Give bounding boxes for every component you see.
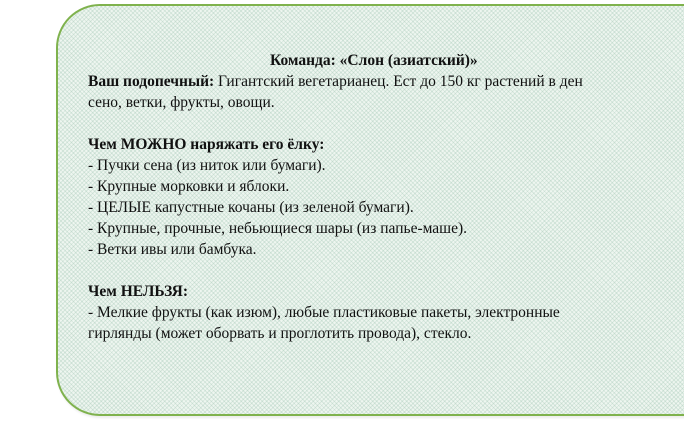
allowed-item: - ЦЕЛЫЕ капустные кочаны (из зеленой бумаги). xyxy=(88,199,414,216)
allowed-heading: Чем МОЖНО наряжать его ёлку: xyxy=(88,136,325,153)
allowed-item: - Пучки сена (из ниток или бумаги). xyxy=(88,157,326,174)
forbidden-text-continued: гирлянды (может оборвать и проглотить провода), стекло. xyxy=(88,325,472,342)
allowed-item: - Крупные морковки и яблоки. xyxy=(88,178,290,195)
card-content xyxy=(88,50,684,344)
ward-label: Ваш подопечный: xyxy=(88,73,215,90)
forbidden-heading: Чем НЕЛЬЗЯ: xyxy=(88,283,189,300)
forbidden-text: - Мелкие фрукты (как изюм), любые пластиковые пакеты, электронные xyxy=(88,304,560,321)
allowed-item: - Крупные, прочные, небьющиеся шары (из папье-маше). xyxy=(88,220,468,237)
ward-text-continued: сено, ветки, фрукты, овощи. xyxy=(88,94,275,111)
allowed-item: - Ветки ивы или бамбука. xyxy=(88,241,257,258)
ward-text: Гигантский вегетарианец. Ест до 150 кг растений в ден xyxy=(214,73,583,90)
spacer xyxy=(88,260,684,281)
spacer xyxy=(88,113,684,134)
ward-description xyxy=(88,71,684,92)
card-title: Команда: «Слон (азиатский)» xyxy=(270,52,478,69)
